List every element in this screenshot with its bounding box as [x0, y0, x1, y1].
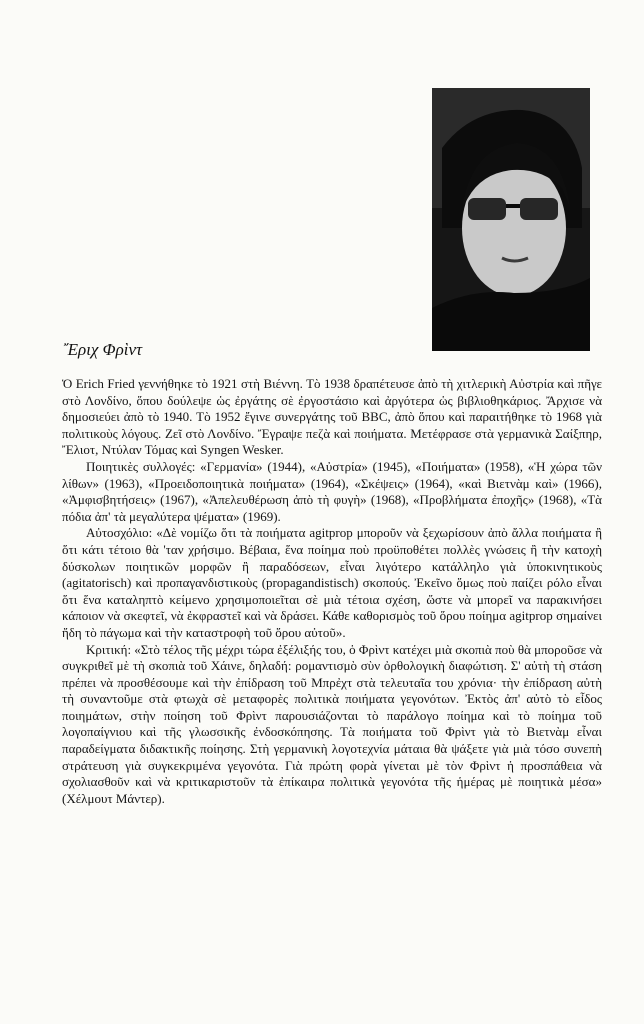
- criticism-paragraph: Κριτική: «Στὸ τέλος τῆς μέχρι τώρα ἐξέλιξής του, ὁ Φρὶντ κατέχει μιὰ σκοπιὰ ποὺ θὰ μποροῦσε νὰ συγκριθεῖ μὲ τὴ σκοπιὰ τοῦ Χάινε, δηλαδή: ρομαντισμὸ σὺν ὀρθολογικὴ διαφώτιση. Σ' αὐτὴ τὴ στάση πρέπει νὰ προσθέσουμε καὶ τὴν ἐπίδραση τοῦ Μπρἐχτ στὰ τελευταῖα του χρόνια· τὴν ἐπίδραση αὐτὴ τὴ συναντοῦμε στὰ φτωχὰ σὲ μεταφορὲς πολιτικὰ ποιήματα γεγονότων. Ἐκτὸς ἀπ' αὐτὸ τὸ εἶδος ποιημάτων, στὴν ποίηση τοῦ Φρὶντ παρουσιάζονται τὸ παράλογο ποίημα καὶ τὸ ποίημα τοῦ λογοπαίγνιου καὶ τῆς γλωσσικῆς ἐνδοσκόπησης. Τὰ ποιήματα τοῦ Φρὶντ γιὰ τὸ Βιετνὰμ εἶναι παραδείγματα διδακτικῆς ποίησης. Στὴ γερμανικὴ λογοτεχνία μάταια θὰ ψάξετε γιὰ μιὰ τόσο συνεπὴ στράτευση γιὰ συγκεκριμένα γεγονότα. Γιὰ πρώτη φορὰ γίνεται μὲ τὸν Φρὶντ ἡ προσπάθεια νὰ σχολιασθοῦν καὶ νὰ κριτικαριστοῦν τὰ ἐπίκαιρα πολιτικὰ γεγονότα τῆς ἡμέρας μὲ ποιητικὰ μέσα» (Χέλμουτ Μάντερ).: [62, 641, 603, 806]
- author-portrait: [432, 88, 590, 351]
- collections-paragraph: Ποιητικὲς συλλογές: «Γερμανία» (1944), «Αὐστρία» (1945), «Ποιήματα» (1958), «Ἡ χώρα τῶν λίθων» (1963), «Προειδοποιητικὰ ποιήματα» (1964), «Σκέψεις» (1964), «καὶ Βιετνὰμ καὶ» (1966), «Ἀμφισβητήσεις» (1967), «Ἀπελευθέρωση ἀπὸ τὴ φυγὴ» (1968), «Προβλήματα ἐποχῆς» (1968), «Τὰ πόδια ἀπ' τὰ μεγαλύτερα ψέματα» (1969).: [62, 458, 602, 524]
- author-name: ῎Εριχ Φρὶντ: [62, 340, 143, 359]
- self-comment-paragraph: Αὐτοσχόλιο: «Δὲ νομίζω ὅτι τὰ ποιήματα agitprop μποροῦν νὰ ξεχωρίσουν ἀπὸ ἄλλα ποιήματα ἢ ὅτι κάτι τέτοιο θὰ 'ταν χρήσιμο. Βέβαια, ἕνα ποίημα ποὺ προϋποθέτει πολλὲς γνώσεις ἢ τὴν κατοχὴ δύσκολων ποιητικῶν μορφῶν ἢ παραδόσεων, εἶναι λιγότερο κατάλληλο γιὰ ὑποκινητικοὺς (agitatorisch) καὶ προπαγανδιστικοὺς (propagandistisch) σκοπούς. Ἐκεῖνο ὅμως ποὺ παίζει ρόλο εἶναι ὅτι ἕνα καταληπτὸ κείμενο χρησιμοποιεῖται σὲ μιὰ τέτοια σχέση, ὥστε νὰ μπορεῖ να παρακινήσει κάποιον νὰ σκεφτεῖ, νὰ ἐκφραστεῖ καὶ νὰ δράσει. Κάθε καθορισμὸς τοῦ ὅρου ποίημα agitprop σημαίνει ἤδη τὸ πάγωμα καὶ τὴν καταστροφὴ τοῦ ὅρου αὐτοῦ».: [62, 525, 602, 640]
- portrait-icon: [432, 88, 590, 351]
- biography-text: [62, 376, 602, 807]
- bio-paragraph: Ὁ Erich Fried γεννήθηκε τὸ 1921 στὴ Βιέννη. Τὸ 1938 δραπέτευσε ἀπὸ τὴ χιτλερικὴ Αὐστρία καὶ πῆγε στὸ Λονδίνο, ὅπου δούλεψε ὡς ἐργάτης σὲ ἐργοστάσιο καὶ ἀργότερα ὡς βιβλιοθηκάριος. Ἄρχισε νὰ δημοσιεύει ἀπὸ τὸ 1940. Τὸ 1952 ἔγινε συνεργάτης τοῦ BBC, ἀπὸ ὅπου καὶ παραιτήθηκε τὸ 1968 γιὰ πολιτικοὺς λόγους. Ζεῖ στὸ Λονδίνο. Ἔγραψε πεζὰ καὶ ποιήματα. Μετέφρασε στὰ γερμανικὰ Σαίξπηρ, Ἔλιοτ, Ντύλαν Τόμας καὶ Syngen Wesker.: [62, 376, 602, 458]
